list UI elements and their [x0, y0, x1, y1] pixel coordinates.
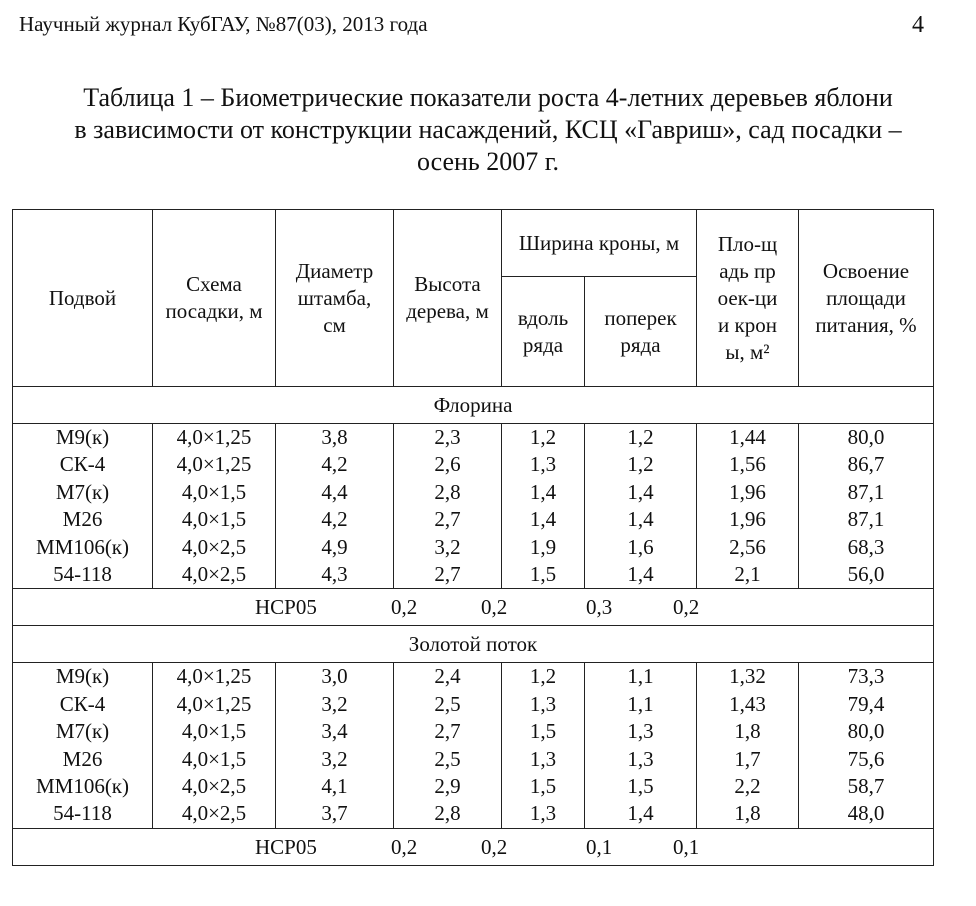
table-cell: 87,1	[847, 479, 885, 504]
table-cell: М26	[62, 507, 103, 532]
data-column-cell	[13, 424, 153, 589]
data-column-cell	[276, 663, 394, 828]
table-cell: М26	[62, 746, 103, 771]
table-cell: 1,96	[729, 479, 766, 504]
table-cell: 1,8	[734, 719, 761, 744]
hcp-label: НСР05	[255, 595, 317, 620]
col-header-across-row: поперек ряда	[585, 277, 697, 387]
table-cell: 4,0×1,25	[176, 425, 252, 449]
table-cell: 2,7	[434, 507, 461, 532]
journal-header: Научный журнал КубГАУ, №87(03), 2013 года	[19, 12, 428, 36]
table-cell: 4,2	[321, 507, 348, 532]
table-cell: ММ106(к)	[35, 534, 130, 559]
table-cell: 3,2	[434, 534, 461, 559]
col-header-height: Высота дерева, м	[394, 210, 502, 387]
table-cell: 3,2	[321, 746, 348, 771]
col-header-scheme: Схема посадки, м	[153, 210, 276, 387]
table-cell: 1,3	[627, 719, 654, 744]
col-header-trunk-diameter: Диаметр штамба, см	[276, 210, 394, 387]
table-cell: 4,0×1,5	[181, 719, 247, 744]
table-cell: 3,2	[321, 691, 348, 716]
data-column-cell	[276, 424, 394, 589]
table-cell: 4,0×2,5	[181, 801, 247, 826]
col-header-area-use: Освоение площади питания, %	[799, 210, 934, 387]
section-title: Флорина	[13, 387, 934, 424]
table-cell: 1,3	[529, 691, 557, 716]
table-cell: 1,4	[627, 479, 654, 504]
table-cell: 87,1	[847, 507, 885, 532]
data-column-cell	[153, 663, 276, 828]
col-header-crown-area: Пло-щадь проек-ции кроны, м²	[697, 210, 799, 387]
table-cell: 4,0×1,5	[181, 507, 247, 532]
table-cell: 1,9	[529, 534, 557, 559]
table-cell: 4,3	[321, 561, 348, 586]
section-title: Золотой поток	[13, 626, 934, 663]
table-cell: ММ106(к)	[35, 773, 130, 798]
data-column-cell	[502, 663, 585, 828]
table-cell: 54-118	[53, 561, 112, 586]
table-cell: 1,4	[529, 507, 557, 532]
table-cell: 1,2	[627, 452, 654, 477]
hcp-value: 0,1	[586, 834, 613, 859]
data-column-cell	[697, 663, 799, 828]
hcp-value: 0,2	[481, 834, 508, 859]
table-cell: 54-118	[53, 801, 112, 826]
table-cell: 1,3	[529, 746, 557, 771]
table-cell: 58,7	[847, 773, 885, 798]
table-cell: 2,5	[434, 691, 461, 716]
hcp-value: 0,3	[586, 595, 613, 620]
table-cell: 1,5	[529, 561, 557, 586]
table-cell: 86,7	[847, 452, 885, 477]
table-cell: 2,7	[434, 719, 461, 744]
caption-line: осень 2007 г.	[416, 147, 560, 176]
table-cell: 4,0×1,25	[176, 664, 252, 689]
hcp-value: 0,1	[673, 834, 700, 859]
data-column-cell	[585, 663, 697, 828]
table-cell: 2,5	[434, 746, 461, 771]
table-cell: 1,4	[627, 561, 654, 586]
table-cell: 1,4	[627, 507, 654, 532]
table-cell: 1,2	[627, 425, 654, 449]
table-cell: 4,0×1,5	[181, 479, 247, 504]
table-cell: 75,6	[847, 746, 885, 771]
table-cell: 1,32	[729, 664, 766, 689]
table-cell: 4,4	[321, 479, 348, 504]
table-cell: 80,0	[847, 719, 885, 744]
col-header-crown-width: Ширина кроны, м	[502, 210, 697, 277]
caption-line: в зависимости от конструкции насаждений, КСЦ «Гавриш», сад посадки –	[74, 115, 902, 144]
col-header-rootstock: Подвой	[13, 210, 153, 387]
table-cell: 4,1	[321, 773, 348, 798]
table-cell: 4,9	[321, 534, 348, 559]
table-cell: 4,2	[321, 452, 348, 477]
table-cell: 3,7	[321, 801, 348, 826]
data-column-cell	[799, 424, 934, 589]
table-cell: 1,4	[627, 801, 654, 826]
table-cell: 68,3	[847, 534, 885, 559]
caption-line: Таблица 1 – Биометрические показатели роста 4-летних деревьев яблони	[83, 83, 893, 112]
hcp-value: 0,2	[481, 595, 508, 620]
table-cell: 4,0×2,5	[181, 773, 247, 798]
table-cell: 4,0×2,5	[181, 561, 247, 586]
data-column-cell	[153, 424, 276, 589]
hcp-label: НСР05	[255, 834, 317, 859]
table-cell: 1,2	[529, 664, 557, 689]
table-cell: 1,44	[729, 425, 766, 449]
table-cell: СК-4	[59, 691, 106, 716]
table-cell: 2,56	[729, 534, 766, 559]
table-cell: 2,6	[434, 452, 461, 477]
data-column-cell	[799, 663, 934, 828]
table-cell: 1,4	[529, 479, 557, 504]
table-cell: 79,4	[847, 691, 885, 716]
data-column-cell	[585, 424, 697, 589]
data-column-cell	[697, 424, 799, 589]
table-cell: М9(к)	[55, 664, 110, 689]
table-cell: 2,8	[434, 801, 461, 826]
table-cell: 2,4	[434, 664, 461, 689]
table-cell: 2,7	[434, 561, 461, 586]
table-cell: 2,3	[434, 425, 461, 449]
table-cell: 1,5	[529, 719, 557, 744]
table-cell: 1,1	[627, 664, 654, 689]
table-cell: М9(к)	[55, 425, 110, 449]
data-column-cell	[502, 424, 585, 589]
table-cell: 56,0	[847, 561, 885, 586]
hcp-value: 0,2	[391, 595, 418, 620]
table-cell: 2,2	[734, 773, 761, 798]
hcp-value: 0,2	[673, 595, 700, 620]
hcp-row	[13, 828, 934, 865]
table-cell: 2,1	[734, 561, 761, 586]
table-cell: 1,6	[627, 534, 654, 559]
table-cell: 3,8	[321, 425, 348, 449]
table-cell: 1,5	[627, 773, 654, 798]
table-cell: 1,7	[734, 746, 761, 771]
table-cell: 4,0×2,5	[181, 534, 247, 559]
table-cell: 1,5	[529, 773, 557, 798]
table-cell: М7(к)	[55, 719, 110, 744]
hcp-row	[13, 589, 934, 626]
table-cell: 73,3	[847, 664, 885, 689]
table-cell: 4,0×1,25	[176, 691, 252, 716]
hcp-value: 0,2	[391, 834, 418, 859]
table-cell: 4,0×1,25	[176, 452, 252, 477]
table-cell: 1,3	[627, 746, 654, 771]
table-cell: 1,56	[729, 452, 766, 477]
table-cell: 4,0×1,5	[181, 746, 247, 771]
table-cell: СК-4	[59, 452, 106, 477]
table-cell: 1,43	[729, 691, 766, 716]
table-cell: 2,9	[434, 773, 461, 798]
data-column-cell	[13, 663, 153, 828]
table-cell: 1,2	[529, 425, 557, 449]
table-cell: 80,0	[847, 425, 885, 449]
data-column-cell	[394, 663, 502, 828]
table-cell: 3,0	[321, 664, 348, 689]
table-cell: 3,4	[321, 719, 348, 744]
col-header-along-row: вдоль ряда	[502, 277, 585, 387]
biometrics-table	[12, 209, 934, 866]
table-cell: М7(к)	[55, 479, 110, 504]
table-cell: 1,1	[627, 691, 654, 716]
table-cell: 48,0	[847, 801, 885, 826]
table-cell: 1,96	[729, 507, 766, 532]
table-cell: 1,3	[529, 452, 557, 477]
table-caption	[0, 82, 976, 178]
table-cell: 2,8	[434, 479, 461, 504]
data-column-cell	[394, 424, 502, 589]
table-cell: 1,8	[734, 801, 761, 826]
table-cell: 1,3	[529, 801, 557, 826]
page-number: 4	[912, 12, 924, 38]
